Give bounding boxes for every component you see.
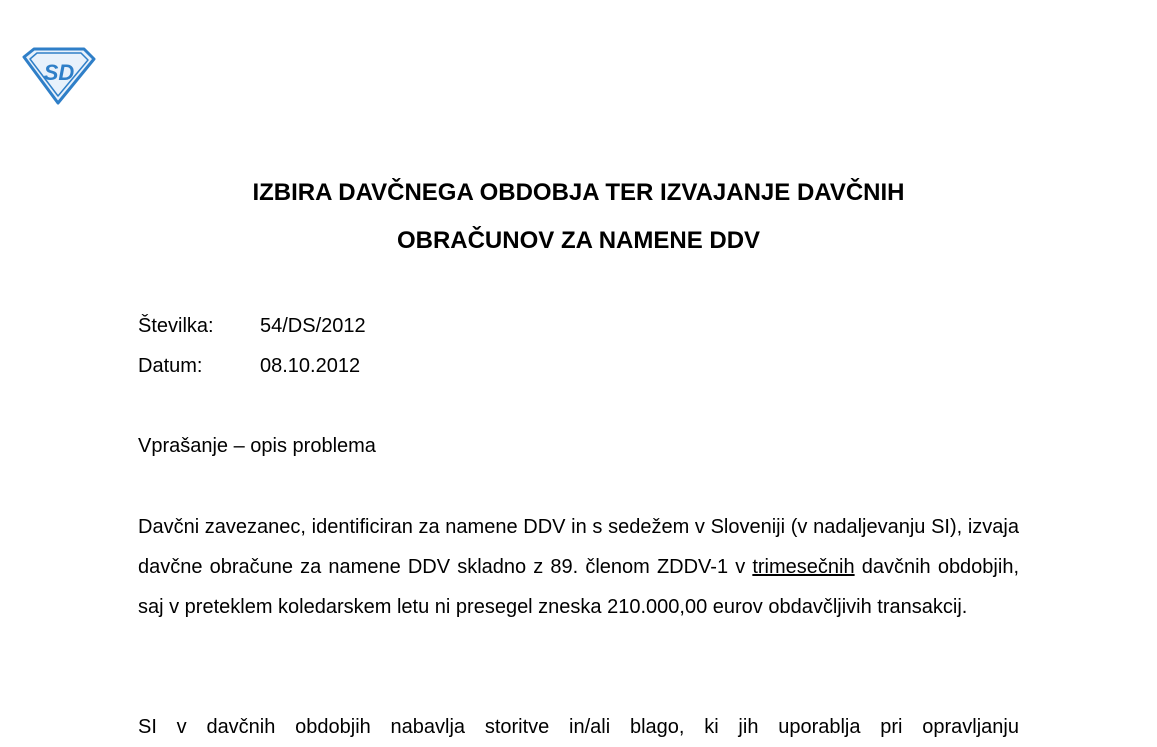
document-meta: [138, 311, 366, 391]
title-line-2: OBRAČUNOV ZA NAMENE DDV: [396, 227, 761, 254]
paragraph-1: [138, 507, 1019, 627]
number-value: 54/DS/2012: [260, 315, 366, 337]
company-logo: [22, 47, 96, 105]
date-label: Datum:: [138, 355, 203, 377]
document-title: [0, 169, 1157, 265]
paragraph-1-text-before: Davčni zavezanec, identificiran za namene DDV in s sedežem v Sloveniji (v nadaljevanju SI), izvaja davčne obračune za namene DDV skladno z 89. členom ZDDV-1 v: [138, 516, 1019, 578]
section-heading: Vprašanje – opis problema: [138, 435, 376, 457]
title-line-1: IZBIRA DAVČNEGA OBDOBJA TER IZVAJANJE DAVČNIH: [252, 179, 905, 206]
paragraph-1-text-after: davčnih obdobjih, saj v preteklem koledarskem letu ni presegel zneska 210.000,00 eurov obdavčljivih transakcij.: [138, 556, 1019, 618]
meta-date-row: [138, 351, 366, 391]
paragraph-1-underlined: trimesečnih: [752, 556, 855, 578]
date-value: 08.10.2012: [260, 355, 361, 377]
meta-number-row: [138, 311, 366, 351]
number-label: Številka:: [138, 315, 214, 337]
paragraph-2: SI v davčnih obdobjih nabavlja storitve in/ali blago, ki jih uporablja pri opravljanju: [138, 716, 1019, 738]
logo-text: SD: [43, 60, 75, 85]
